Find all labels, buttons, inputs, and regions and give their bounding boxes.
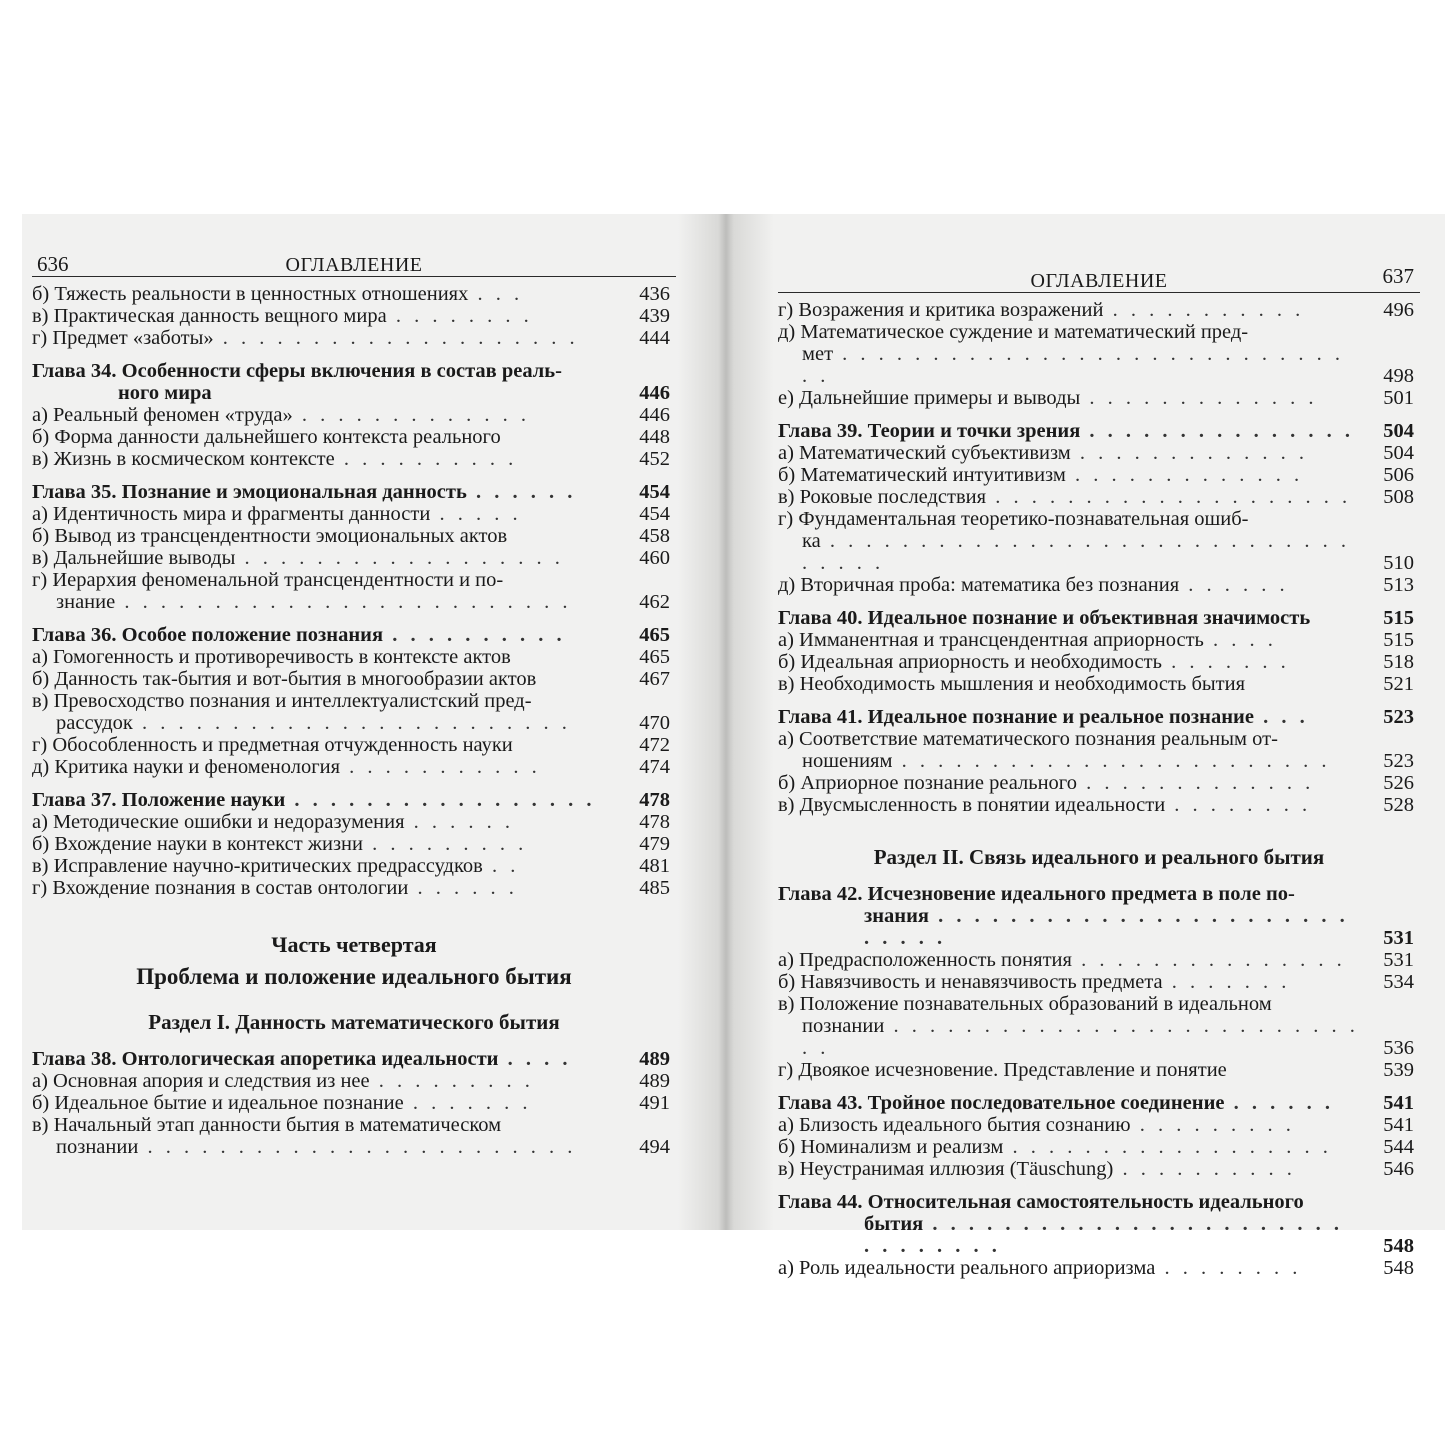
- header-title: ОГЛАВЛЕНИЕ: [1030, 270, 1168, 292]
- entry-title: г) Иерархия феноменальной трансцендентности и по-: [32, 569, 504, 591]
- toc-entry: [32, 327, 670, 349]
- toc-entry: [778, 1015, 1414, 1059]
- entry-title: б) Идеальное бытие и идеальное познание . . . . . . .: [32, 1092, 532, 1114]
- leader-dots: . . .: [1253, 706, 1309, 728]
- entry-page-number: 478: [639, 789, 670, 811]
- entry-page-number: 496: [1383, 299, 1414, 321]
- toc-entry: [32, 1070, 670, 1092]
- entry-page-number: 498: [1383, 365, 1414, 387]
- toc-entry: [778, 673, 1414, 695]
- leader-dots: . . .: [468, 283, 524, 305]
- entry-page-number: 504: [1383, 420, 1414, 442]
- leader-dots: . . . . . . . . . . . . .: [1076, 772, 1315, 794]
- leader-dots: . . . . . . . . .: [363, 833, 528, 855]
- entry-title: г) Двоякое исчезновение. Представление и понятие: [778, 1059, 1227, 1081]
- toc-entry: [32, 646, 670, 668]
- leader-dots: . . . . . . . . . . . . . . . . . . . . . . . . . . . .: [864, 905, 1349, 949]
- entry-title: мет . . . . . . . . . . . . . . . . . . . . . . . . . . . . . .: [802, 343, 1345, 387]
- entry-title: в) Начальный этап данности бытия в математическом: [32, 1114, 502, 1136]
- toc-entry: [32, 569, 670, 591]
- entry-title: в) Жизнь в космическом контексте . . . . . . . . . .: [32, 448, 518, 470]
- leader-dots: . . . . . . . . . . . . . . . . . . . . . . . . . . . .: [802, 1015, 1359, 1059]
- entry-page-number: 531: [1383, 949, 1414, 971]
- entry-page-number: 458: [639, 525, 670, 547]
- toc-entry: [32, 591, 670, 613]
- page-number: 636: [37, 252, 69, 276]
- leader-dots: . . . . . . . . . . . . .: [292, 404, 531, 426]
- toc-entry: [32, 833, 670, 855]
- entry-page-number: 454: [639, 481, 670, 503]
- toc-entry: [778, 574, 1414, 596]
- toc-chapter-entry: [778, 607, 1414, 629]
- toc-entry: [778, 993, 1414, 1015]
- leader-dots: . . . . . . . . . . . . . . . . . . . . . . . . . . . . . .: [802, 343, 1345, 387]
- leader-dots: . . . .: [498, 1048, 572, 1070]
- page-number: 637: [1382, 264, 1414, 288]
- entry-title: г) Фундаментальная теоретико-познавательная ошиб-: [778, 508, 1249, 530]
- entry-title: б) Идеальная априорность и необходимость . . . . . . .: [778, 651, 1290, 673]
- toc-entry: [778, 1158, 1414, 1180]
- entry-title: Глава 36. Особое положение познания . . . . . . . . . .: [32, 624, 566, 646]
- leader-dots: . . . . . . . .: [1165, 794, 1312, 816]
- entry-title: д) Математическое суждение и математический пред-: [778, 321, 1249, 343]
- entry-title: познании . . . . . . . . . . . . . . . . . . . . . . . .: [56, 1136, 577, 1158]
- entry-page-number: 513: [1383, 574, 1414, 596]
- toc-entry: [32, 525, 670, 547]
- entry-title: а) Гомогенность и противоречивость в контексте актов: [32, 646, 511, 668]
- leader-dots: . . . . . . . .: [386, 305, 533, 327]
- entry-title: б) Тяжесть реальности в ценностных отношениях . . .: [32, 283, 524, 305]
- entry-page-number: 489: [639, 1070, 670, 1092]
- toc-entry: [778, 772, 1414, 794]
- leader-dots: . . . . . . .: [1161, 651, 1290, 673]
- toc-entry: [32, 1092, 670, 1114]
- running-header: [778, 258, 1420, 293]
- leader-dots: . . . . . .: [466, 481, 577, 503]
- entry-title: знание . . . . . . . . . . . . . . . . . . . . . . . . .: [56, 591, 572, 613]
- entry-title: а) Идентичность мира и фрагменты данности . . . . .: [32, 503, 522, 525]
- toc-entry: [778, 321, 1414, 343]
- header-title: ОГЛАВЛЕНИЕ: [285, 254, 423, 276]
- entry-page-number: 470: [639, 712, 670, 734]
- entry-page-number: 531: [1383, 927, 1414, 949]
- toc-entry: [778, 794, 1414, 816]
- entry-title: а) Соответствие математического познания реальным от-: [778, 728, 1278, 750]
- leader-dots: . . . . . . . . . . . . . . . . . . . . . . . . . . . . . . .: [864, 1213, 1343, 1257]
- entry-title: в) Роковые последствия . . . . . . . . . . . . . . . . . . . .: [778, 486, 1352, 508]
- entry-title: в) Превосходство познания и интеллектуалистский пред-: [32, 690, 532, 712]
- toc-entry: [778, 486, 1414, 508]
- toc-entry: [32, 547, 670, 569]
- entry-title: Глава 35. Познание и эмоциональная данность . . . . . .: [32, 481, 577, 503]
- running-header: [32, 242, 676, 277]
- toc-entry: [778, 949, 1414, 971]
- leader-dots: . . . . . .: [404, 811, 515, 833]
- entry-title: г) Возражения и критика возражений . . . . . . . . . . .: [778, 299, 1305, 321]
- leader-dots: . . . . . . . . . .: [1113, 1158, 1296, 1180]
- section-title: Раздел II. Связь идеального и реального бытия: [873, 845, 1325, 869]
- entry-title: Глава 41. Идеальное познание и реальное познание . . .: [778, 706, 1309, 728]
- entry-page-number: 452: [639, 448, 670, 470]
- entry-title: в) Дальнейшие выводы . . . . . . . . . . . . . . . . . .: [32, 547, 564, 569]
- entry-title: д) Критика науки и феноменология . . . . . . . . . . .: [32, 756, 541, 778]
- entry-title: Глава 42. Исчезновение идеального предмета в поле по-: [778, 883, 1295, 905]
- toc-entry: [32, 877, 670, 899]
- toc-chapter-entry: [32, 481, 670, 503]
- toc-entry: [778, 442, 1414, 464]
- entry-title: г) Предмет «заботы» . . . . . . . . . . . . . . . . . . . .: [32, 327, 579, 349]
- entry-title: а) Основная апория и следствия из нее . . . . . . . . .: [32, 1070, 534, 1092]
- toc-entry: [32, 305, 670, 327]
- toc-entry: [32, 712, 670, 734]
- entry-page-number: 446: [639, 404, 670, 426]
- entry-title: б) Форма данности дальнейшего контекста реального: [32, 426, 501, 448]
- toc-entry: [32, 426, 670, 448]
- entry-title: в) Неустранимая иллюзия (Täuschung) . . . . . . . . . .: [778, 1158, 1296, 1180]
- entry-page-number: 515: [1383, 607, 1414, 629]
- leader-dots: . . . . . . . . . . . . . . . . . . . . . . . .: [138, 1136, 577, 1158]
- entry-page-number: 448: [639, 426, 670, 448]
- entry-page-number: 446: [639, 382, 670, 404]
- leader-dots: . . . . . . . . . . . . . . . . . . . . . . . . . . . . . . . . . .: [802, 530, 1350, 574]
- leader-dots: . . . . . . .: [1162, 971, 1291, 993]
- entry-title: в) Исправление научно-критических предрассудков . .: [32, 855, 520, 877]
- entry-page-number: 528: [1383, 794, 1414, 816]
- entry-title: в) Необходимость мышления и необходимость бытия: [778, 673, 1246, 695]
- entry-page-number: 494: [639, 1136, 670, 1158]
- entry-page-number: 478: [639, 811, 670, 833]
- entry-page-number: 546: [1383, 1158, 1414, 1180]
- leader-dots: . . . . . . . . .: [1130, 1114, 1295, 1136]
- book-gutter: [678, 214, 774, 1230]
- entry-title: Глава 38. Онтологическая апоретика идеальности . . . .: [32, 1048, 572, 1070]
- toc-entry: [778, 1059, 1414, 1081]
- entry-title: б) Навязчивость и ненавязчивость предмета . . . . . . .: [778, 971, 1291, 993]
- entry-title: в) Двусмысленность в понятии идеальности . . . . . . . .: [778, 794, 1312, 816]
- toc-list: [778, 299, 1420, 816]
- toc-entry: [32, 668, 670, 690]
- toc-entry: [778, 1136, 1414, 1158]
- entry-page-number: 491: [639, 1092, 670, 1114]
- toc-entry: [778, 530, 1414, 574]
- entry-title: г) Обособленность и предметная отчужденность науки: [32, 734, 513, 756]
- toc-chapter-entry: [32, 360, 670, 382]
- leader-dots: . . . . . . . . . . . . . . . . . . . . . . . . .: [115, 591, 572, 613]
- entry-page-number: 510: [1383, 552, 1414, 574]
- entry-page-number: 504: [1383, 442, 1414, 464]
- entry-title: Глава 34. Особенности сферы включения в состав реаль-: [32, 360, 562, 382]
- toc-chapter-entry: [32, 789, 670, 811]
- leader-dots: . . . . . . . . . . . . . . . . . . . . . . . .: [892, 750, 1331, 772]
- toc-entry: [778, 464, 1414, 486]
- entry-title: Глава 44. Относительная самостоятельность идеального: [778, 1191, 1304, 1213]
- entry-title: ношениям . . . . . . . . . . . . . . . . . . . . . . . .: [802, 750, 1331, 772]
- right-page: [778, 258, 1420, 1279]
- toc-entry: [778, 971, 1414, 993]
- entry-page-number: 536: [1383, 1037, 1414, 1059]
- entry-page-number: 541: [1383, 1114, 1414, 1136]
- leader-dots: . . . . . . . . . . . . . . .: [1080, 420, 1355, 442]
- toc-entry: [778, 387, 1414, 409]
- entry-title: б) Номинализм и реализм . . . . . . . . . . . . . . . . . .: [778, 1136, 1332, 1158]
- leader-dots: . . . . . .: [1224, 1092, 1334, 1114]
- entry-page-number: 436: [639, 283, 670, 305]
- toc-entry: [32, 855, 670, 877]
- entry-page-number: 472: [639, 734, 670, 756]
- toc-entry: [32, 404, 670, 426]
- entry-title: а) Методические ошибки и недоразумения . . . . . .: [32, 811, 515, 833]
- entry-title: а) Роль идеальности реального априоризма . . . . . . . .: [778, 1257, 1302, 1279]
- section-title: Раздел I. Данность математического бытия: [148, 1010, 560, 1034]
- toc-entry: [32, 756, 670, 778]
- leader-dots: . . . . . . . . . . . . . . . . . . . . . . . .: [132, 712, 571, 734]
- entry-page-number: 439: [639, 305, 670, 327]
- toc-chapter-entry: [778, 1191, 1414, 1213]
- entry-title: рассудок . . . . . . . . . . . . . . . . . . . . . . . .: [56, 712, 571, 734]
- toc-chapter-entry: [778, 706, 1414, 728]
- left-page: [32, 242, 676, 1158]
- entry-page-number: 465: [639, 646, 670, 668]
- leader-dots: . . . . . . . . .: [369, 1070, 534, 1092]
- entry-page-number: 518: [1383, 651, 1414, 673]
- leader-dots: . . . . .: [430, 503, 522, 525]
- entry-title: б) Вывод из трансцендентности эмоциональных актов: [32, 525, 508, 547]
- toc-entry: [778, 343, 1414, 387]
- entry-page-number: 506: [1383, 464, 1414, 486]
- leader-dots: . . . . . . . . . . . . . . . . . . . .: [213, 327, 579, 349]
- entry-page-number: 501: [1383, 387, 1414, 409]
- entry-page-number: 489: [639, 1048, 670, 1070]
- entry-page-number: 467: [639, 668, 670, 690]
- toc-entry: [778, 728, 1414, 750]
- toc-entry: [778, 299, 1414, 321]
- part-title: Часть четвертая: [271, 932, 437, 957]
- entry-title: ного мира: [118, 382, 212, 404]
- entry-title: Глава 43. Тройное последовательное соединение . . . . . .: [778, 1092, 1334, 1114]
- toc-chapter-entry: [778, 1092, 1414, 1114]
- leader-dots: . . . . . . . . . . . . .: [1065, 464, 1304, 486]
- toc-chapter-entry: [32, 382, 670, 404]
- entry-page-number: 508: [1383, 486, 1414, 508]
- leader-dots: . . . . . . . . . . . . . . . . . .: [235, 547, 564, 569]
- toc-entry: [778, 750, 1414, 772]
- entry-page-number: 544: [1383, 1136, 1414, 1158]
- entry-title: а) Реальный феномен «труда» . . . . . . . . . . . . .: [32, 404, 531, 426]
- entry-title: б) Вхождение науки в контекст жизни . . . . . . . . .: [32, 833, 528, 855]
- toc-list: [32, 283, 676, 899]
- entry-page-number: 523: [1383, 750, 1414, 772]
- toc-entry: [778, 651, 1414, 673]
- entry-page-number: 474: [639, 756, 670, 778]
- entry-title: Глава 40. Идеальное познание и объективная значимость: [778, 607, 1311, 629]
- entry-title: б) Данность так-бытия и вот-бытия в многообразии актов: [32, 668, 537, 690]
- leader-dots: . . . . . . . . . .: [334, 448, 518, 470]
- entry-title: ка . . . . . . . . . . . . . . . . . . . . . . . . . . . . . . . . . .: [802, 530, 1350, 574]
- entry-page-number: 515: [1383, 629, 1414, 651]
- entry-title: а) Предрасположенность понятия . . . . . . . . . . . . . . .: [778, 949, 1346, 971]
- entry-page-number: 521: [1383, 673, 1414, 695]
- toc-entry: [778, 1257, 1414, 1279]
- leader-dots: . . . . . . .: [403, 1092, 532, 1114]
- entry-title: а) Имманентная и трансцендентная априорность . . . .: [778, 629, 1277, 651]
- toc-entry: [32, 690, 670, 712]
- entry-page-number: 444: [639, 327, 670, 349]
- entry-page-number: 548: [1383, 1235, 1414, 1257]
- entry-page-number: 479: [639, 833, 670, 855]
- entry-page-number: 462: [639, 591, 670, 613]
- leader-dots: . . . . . . . . . .: [383, 624, 566, 646]
- entry-title: б) Математический интуитивизм . . . . . . . . . . . . .: [778, 464, 1304, 486]
- toc-entry: [32, 283, 670, 305]
- entry-title: в) Практическая данность вещного мира . . . . . . . .: [32, 305, 533, 327]
- toc-chapter-entry: [778, 883, 1414, 905]
- toc-entry: [778, 1114, 1414, 1136]
- toc-entry: [32, 811, 670, 833]
- entry-title: д) Вторичная проба: математика без познания . . . . . .: [778, 574, 1289, 596]
- toc-chapter-entry: [778, 420, 1414, 442]
- leader-dots: . .: [482, 855, 520, 877]
- entry-page-number: 526: [1383, 772, 1414, 794]
- toc-entry: [32, 503, 670, 525]
- leader-dots: . . . . . . . . . . . . . . . . .: [285, 789, 596, 811]
- part-subtitle: Проблема и положение идеального бытия: [136, 964, 572, 989]
- leader-dots: . . . .: [1203, 629, 1277, 651]
- leader-dots: . . . . . . . . . . .: [340, 756, 541, 778]
- entry-page-number: 534: [1383, 971, 1414, 993]
- entry-title: бытия . . . . . . . . . . . . . . . . . . . . . . . . . . . . . . .: [864, 1213, 1343, 1257]
- entry-title: а) Математический субъективизм . . . . . . . . . . . . .: [778, 442, 1309, 464]
- toc-entry: [778, 508, 1414, 530]
- leader-dots: . . . . . . . . . . . . . . . . . . . .: [986, 486, 1352, 508]
- leader-dots: . . . . . . . .: [1155, 1257, 1302, 1279]
- entry-title: Глава 37. Положение науки . . . . . . . . . . . . . . . . .: [32, 789, 596, 811]
- entry-page-number: 454: [639, 503, 670, 525]
- leader-dots: . . . . . .: [408, 877, 518, 899]
- toc-entry: [778, 629, 1414, 651]
- toc-entry: [32, 734, 670, 756]
- leader-dots: . . . . . . . . . . . . . . .: [1071, 949, 1346, 971]
- entry-page-number: 485: [639, 877, 670, 899]
- leader-dots: . . . . . . . . . . .: [1103, 299, 1305, 321]
- toc-chapter-entry: [32, 1048, 670, 1070]
- leader-dots: . . . . . . . . . . . . . . . . . .: [1003, 1136, 1332, 1158]
- toc-list: [32, 1048, 676, 1158]
- leader-dots: . . . . . .: [1179, 574, 1289, 596]
- entry-title: а) Близость идеального бытия сознанию . . . . . . . . .: [778, 1114, 1295, 1136]
- toc-list: [778, 883, 1420, 1279]
- toc-chapter-entry: [778, 1213, 1414, 1257]
- entry-title: познании . . . . . . . . . . . . . . . . . . . . . . . . . . . .: [802, 1015, 1359, 1059]
- entry-page-number: 523: [1383, 706, 1414, 728]
- toc-entry: [32, 1136, 670, 1158]
- toc-entry: [32, 448, 670, 470]
- leader-dots: . . . . . . . . . . . . .: [1080, 387, 1318, 409]
- entry-title: в) Положение познавательных образований в идеальном: [778, 993, 1272, 1015]
- entry-page-number: 541: [1383, 1092, 1414, 1114]
- toc-chapter-entry: [778, 905, 1414, 949]
- entry-title: е) Дальнейшие примеры и выводы . . . . . . . . . . . . .: [778, 387, 1318, 409]
- entry-title: г) Вхождение познания в состав онтологии . . . . . .: [32, 877, 518, 899]
- entry-title: б) Априорное познание реального . . . . . . . . . . . . .: [778, 772, 1315, 794]
- leader-dots: . . . . . . . . . . . . .: [1070, 442, 1309, 464]
- entry-title: знания . . . . . . . . . . . . . . . . . . . . . . . . . . . .: [864, 905, 1349, 949]
- entry-page-number: 548: [1383, 1257, 1414, 1279]
- toc-chapter-entry: [32, 624, 670, 646]
- entry-page-number: 465: [639, 624, 670, 646]
- entry-page-number: 460: [639, 547, 670, 569]
- toc-entry: [32, 1114, 670, 1136]
- entry-title: Глава 39. Теории и точки зрения . . . . . . . . . . . . . . .: [778, 420, 1355, 442]
- entry-page-number: 481: [639, 855, 670, 877]
- entry-page-number: 539: [1383, 1059, 1414, 1081]
